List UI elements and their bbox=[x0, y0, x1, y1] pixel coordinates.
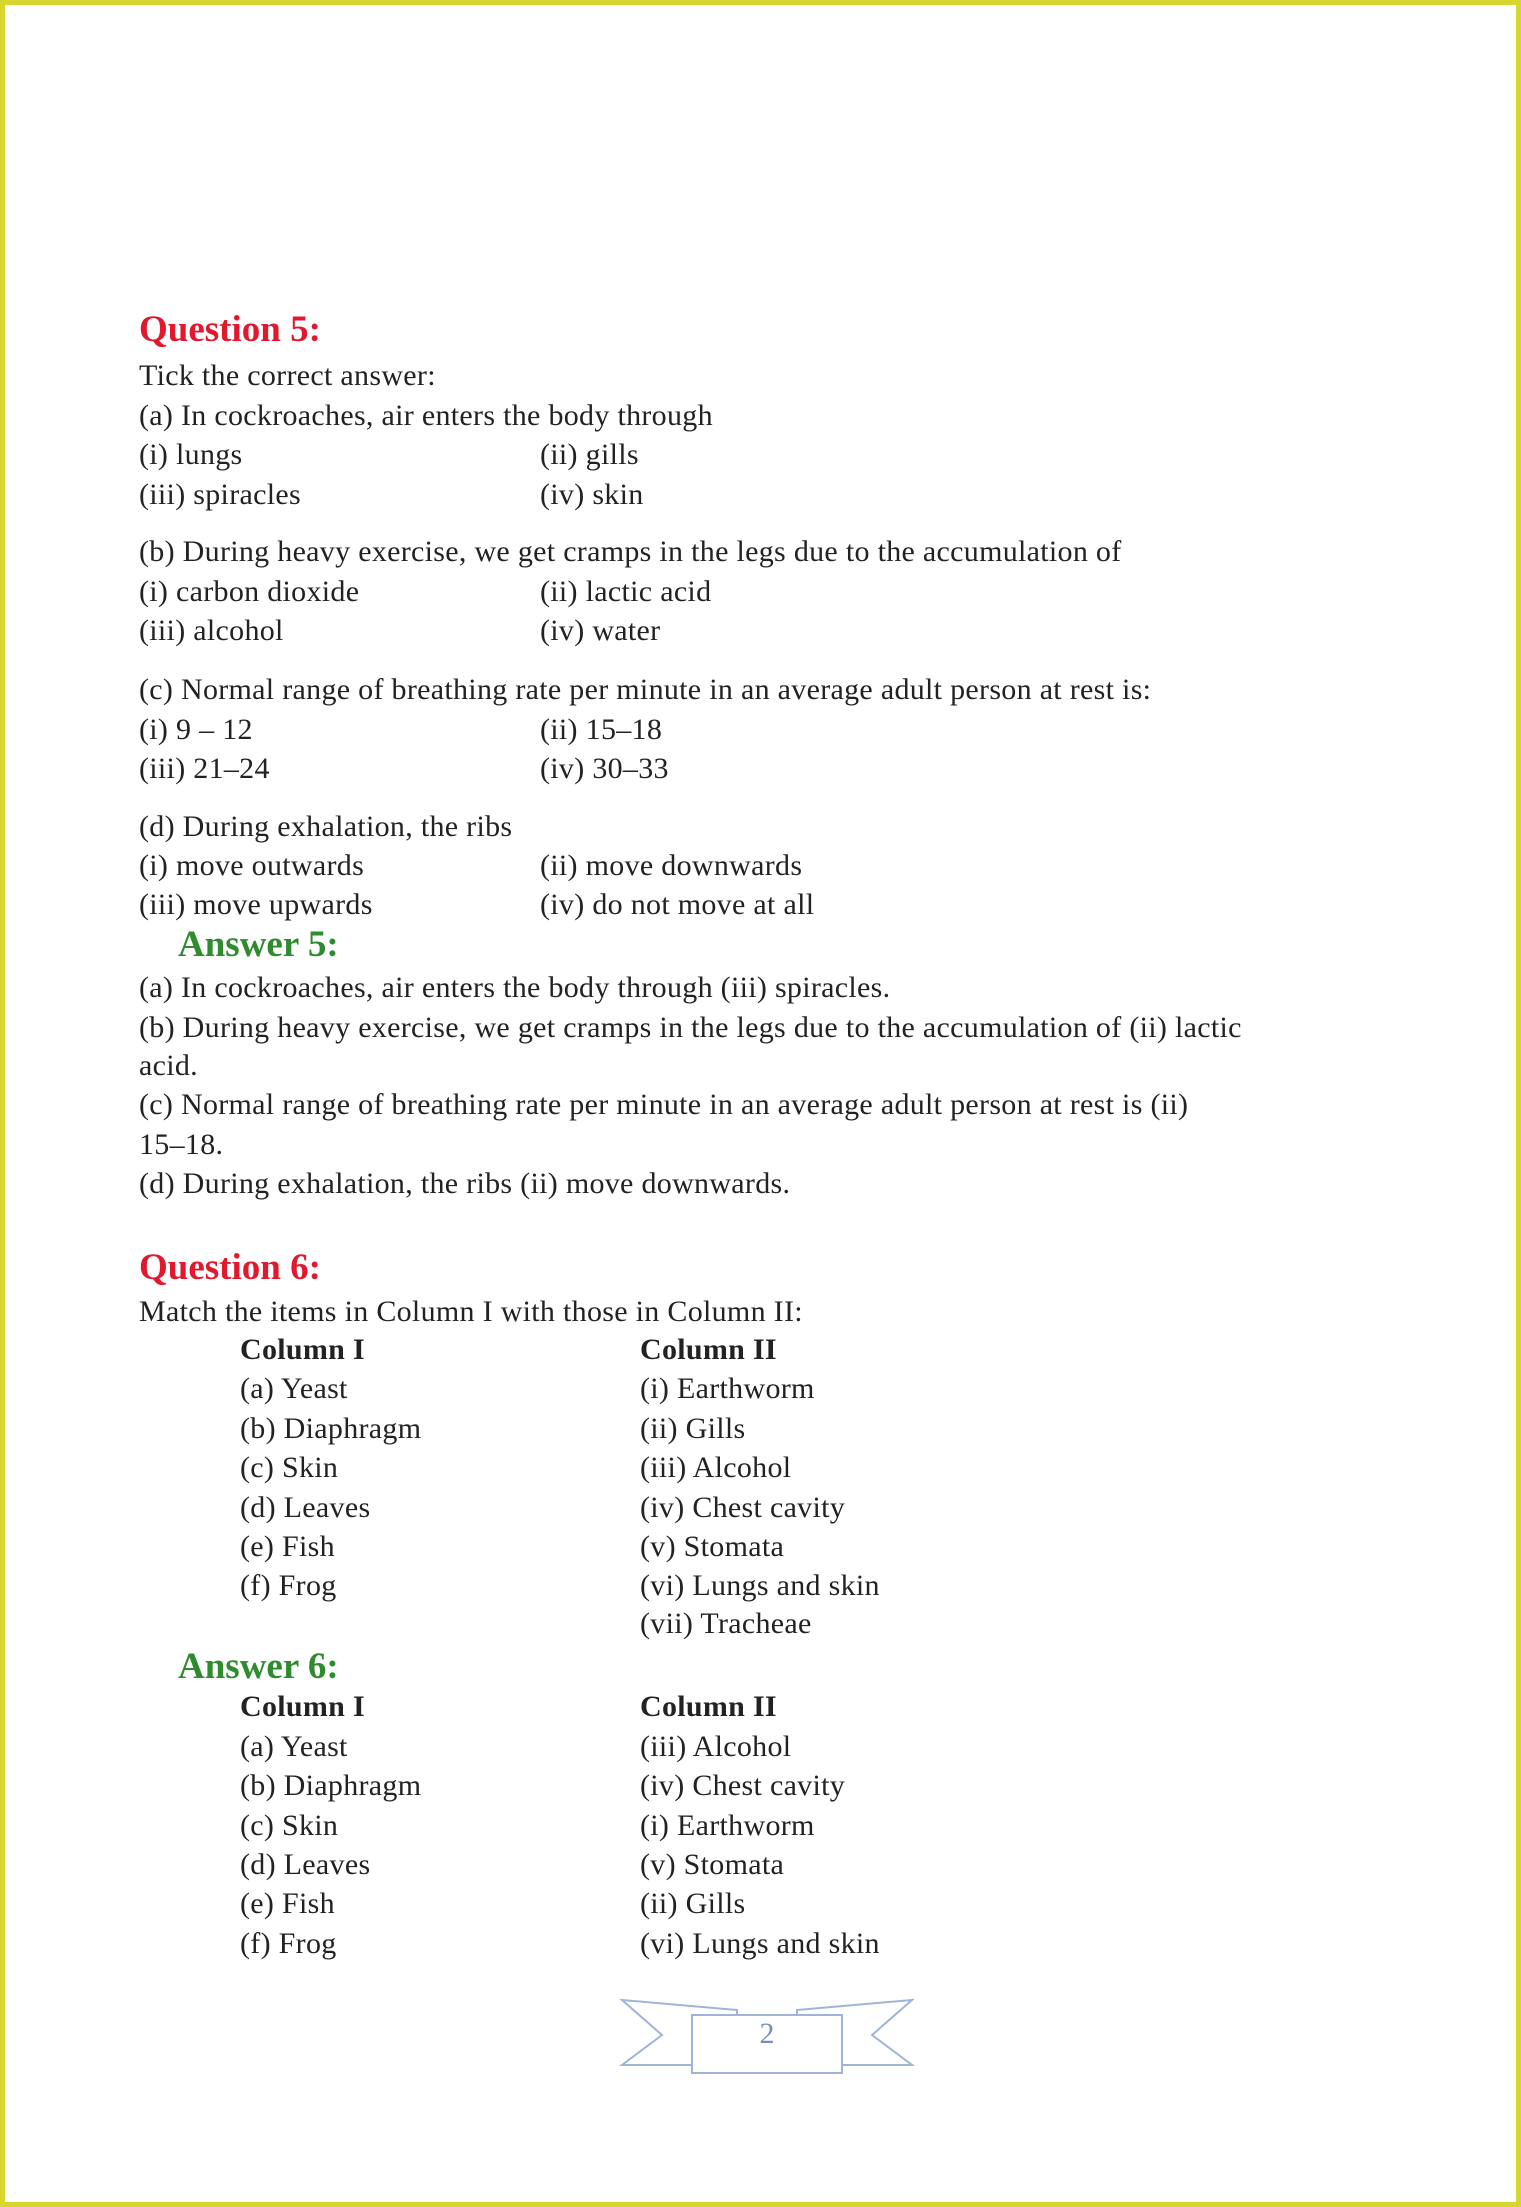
q5b-option: (ii) lactic acid bbox=[540, 575, 712, 608]
a5-line: (a) In cockroaches, air enters the body through (iii) spiracles. bbox=[139, 971, 891, 1004]
q5a-option: (ii) gills bbox=[540, 438, 639, 471]
a6-col2-item: (iv) Chest cavity bbox=[640, 1769, 846, 1802]
a6-column-1-header: Column I bbox=[240, 1690, 365, 1723]
a6-col1-item: (e) Fish bbox=[240, 1887, 335, 1920]
q6-col1-item: (a) Yeast bbox=[240, 1372, 348, 1405]
a6-col1-item: (d) Leaves bbox=[240, 1848, 371, 1881]
answer-5-heading: Answer 5: bbox=[178, 924, 339, 965]
q5a-option: (i) lungs bbox=[139, 438, 243, 471]
a6-col2-item: (vi) Lungs and skin bbox=[640, 1927, 880, 1960]
q5d-option: (iv) do not move at all bbox=[540, 888, 815, 921]
answer-6-heading: Answer 6: bbox=[178, 1646, 339, 1687]
q5c-option: (iii) 21–24 bbox=[139, 752, 270, 785]
q5b-option: (iii) alcohol bbox=[139, 614, 284, 647]
q6-col2-item: (iv) Chest cavity bbox=[640, 1491, 846, 1524]
a5-line: (c) Normal range of breathing rate per minute in an average adult person at rest is (ii) bbox=[139, 1088, 1189, 1121]
a6-col2-item: (v) Stomata bbox=[640, 1848, 785, 1881]
q5d-stem: (d) During exhalation, the ribs bbox=[139, 810, 513, 843]
q6-col2-item: (vi) Lungs and skin bbox=[640, 1569, 880, 1602]
q5d-option: (i) move outwards bbox=[139, 849, 365, 882]
question-6-heading: Question 6: bbox=[139, 1247, 321, 1288]
q6-col1-item: (f) Frog bbox=[240, 1569, 337, 1602]
q5c-stem: (c) Normal range of breathing rate per minute in an average adult person at rest is: bbox=[139, 673, 1152, 706]
a5-line: (d) During exhalation, the ribs (ii) move downwards. bbox=[139, 1167, 791, 1200]
q6-column-2-header: Column II bbox=[640, 1333, 777, 1366]
a6-col1-item: (b) Diaphragm bbox=[240, 1769, 422, 1802]
page-number: 2 bbox=[759, 2017, 775, 2050]
q5a-option: (iv) skin bbox=[540, 478, 644, 511]
a6-col2-item: (ii) Gills bbox=[640, 1887, 746, 1920]
q5d-option: (iii) move upwards bbox=[139, 888, 373, 921]
question-5-heading: Question 5: bbox=[139, 309, 321, 350]
a6-col1-item: (a) Yeast bbox=[240, 1730, 348, 1763]
q5b-option: (iv) water bbox=[540, 614, 661, 647]
q6-col2-item: (ii) Gills bbox=[640, 1412, 746, 1445]
q6-col1-item: (b) Diaphragm bbox=[240, 1412, 422, 1445]
q6-col2-item: (i) Earthworm bbox=[640, 1372, 815, 1405]
a6-column-2-header: Column II bbox=[640, 1690, 777, 1723]
q6-col1-item: (e) Fish bbox=[240, 1530, 335, 1563]
q5d-option: (ii) move downwards bbox=[540, 849, 803, 882]
q5a-stem: (a) In cockroaches, air enters the body through bbox=[139, 399, 713, 432]
q5a-option: (iii) spiracles bbox=[139, 478, 301, 511]
q5b-option: (i) carbon dioxide bbox=[139, 575, 360, 608]
q6-column-1-header: Column I bbox=[240, 1333, 365, 1366]
a6-col2-item: (i) Earthworm bbox=[640, 1809, 815, 1842]
q6-col2-item: (iii) Alcohol bbox=[640, 1451, 792, 1484]
q5c-option: (iv) 30–33 bbox=[540, 752, 669, 785]
a5-line: acid. bbox=[139, 1049, 198, 1082]
q6-intro: Match the items in Column I with those in Column II: bbox=[139, 1295, 803, 1328]
q6-col2-item: (v) Stomata bbox=[640, 1530, 785, 1563]
q5b-stem: (b) During heavy exercise, we get cramps in the legs due to the accumulation of bbox=[139, 535, 1122, 568]
q6-col1-item: (d) Leaves bbox=[240, 1491, 371, 1524]
q5-intro: Tick the correct answer: bbox=[139, 359, 436, 392]
a5-line: 15–18. bbox=[139, 1128, 224, 1161]
a6-col2-item: (iii) Alcohol bbox=[640, 1730, 792, 1763]
q5c-option: (i) 9 – 12 bbox=[139, 713, 253, 746]
q6-col2-item: (vii) Tracheae bbox=[640, 1607, 812, 1640]
q6-col1-item: (c) Skin bbox=[240, 1451, 339, 1484]
a5-line: (b) During heavy exercise, we get cramps in the legs due to the accumulation of (ii) lactic bbox=[139, 1011, 1242, 1044]
q5c-option: (ii) 15–18 bbox=[540, 713, 663, 746]
a6-col1-item: (f) Frog bbox=[240, 1927, 337, 1960]
a6-col1-item: (c) Skin bbox=[240, 1809, 339, 1842]
